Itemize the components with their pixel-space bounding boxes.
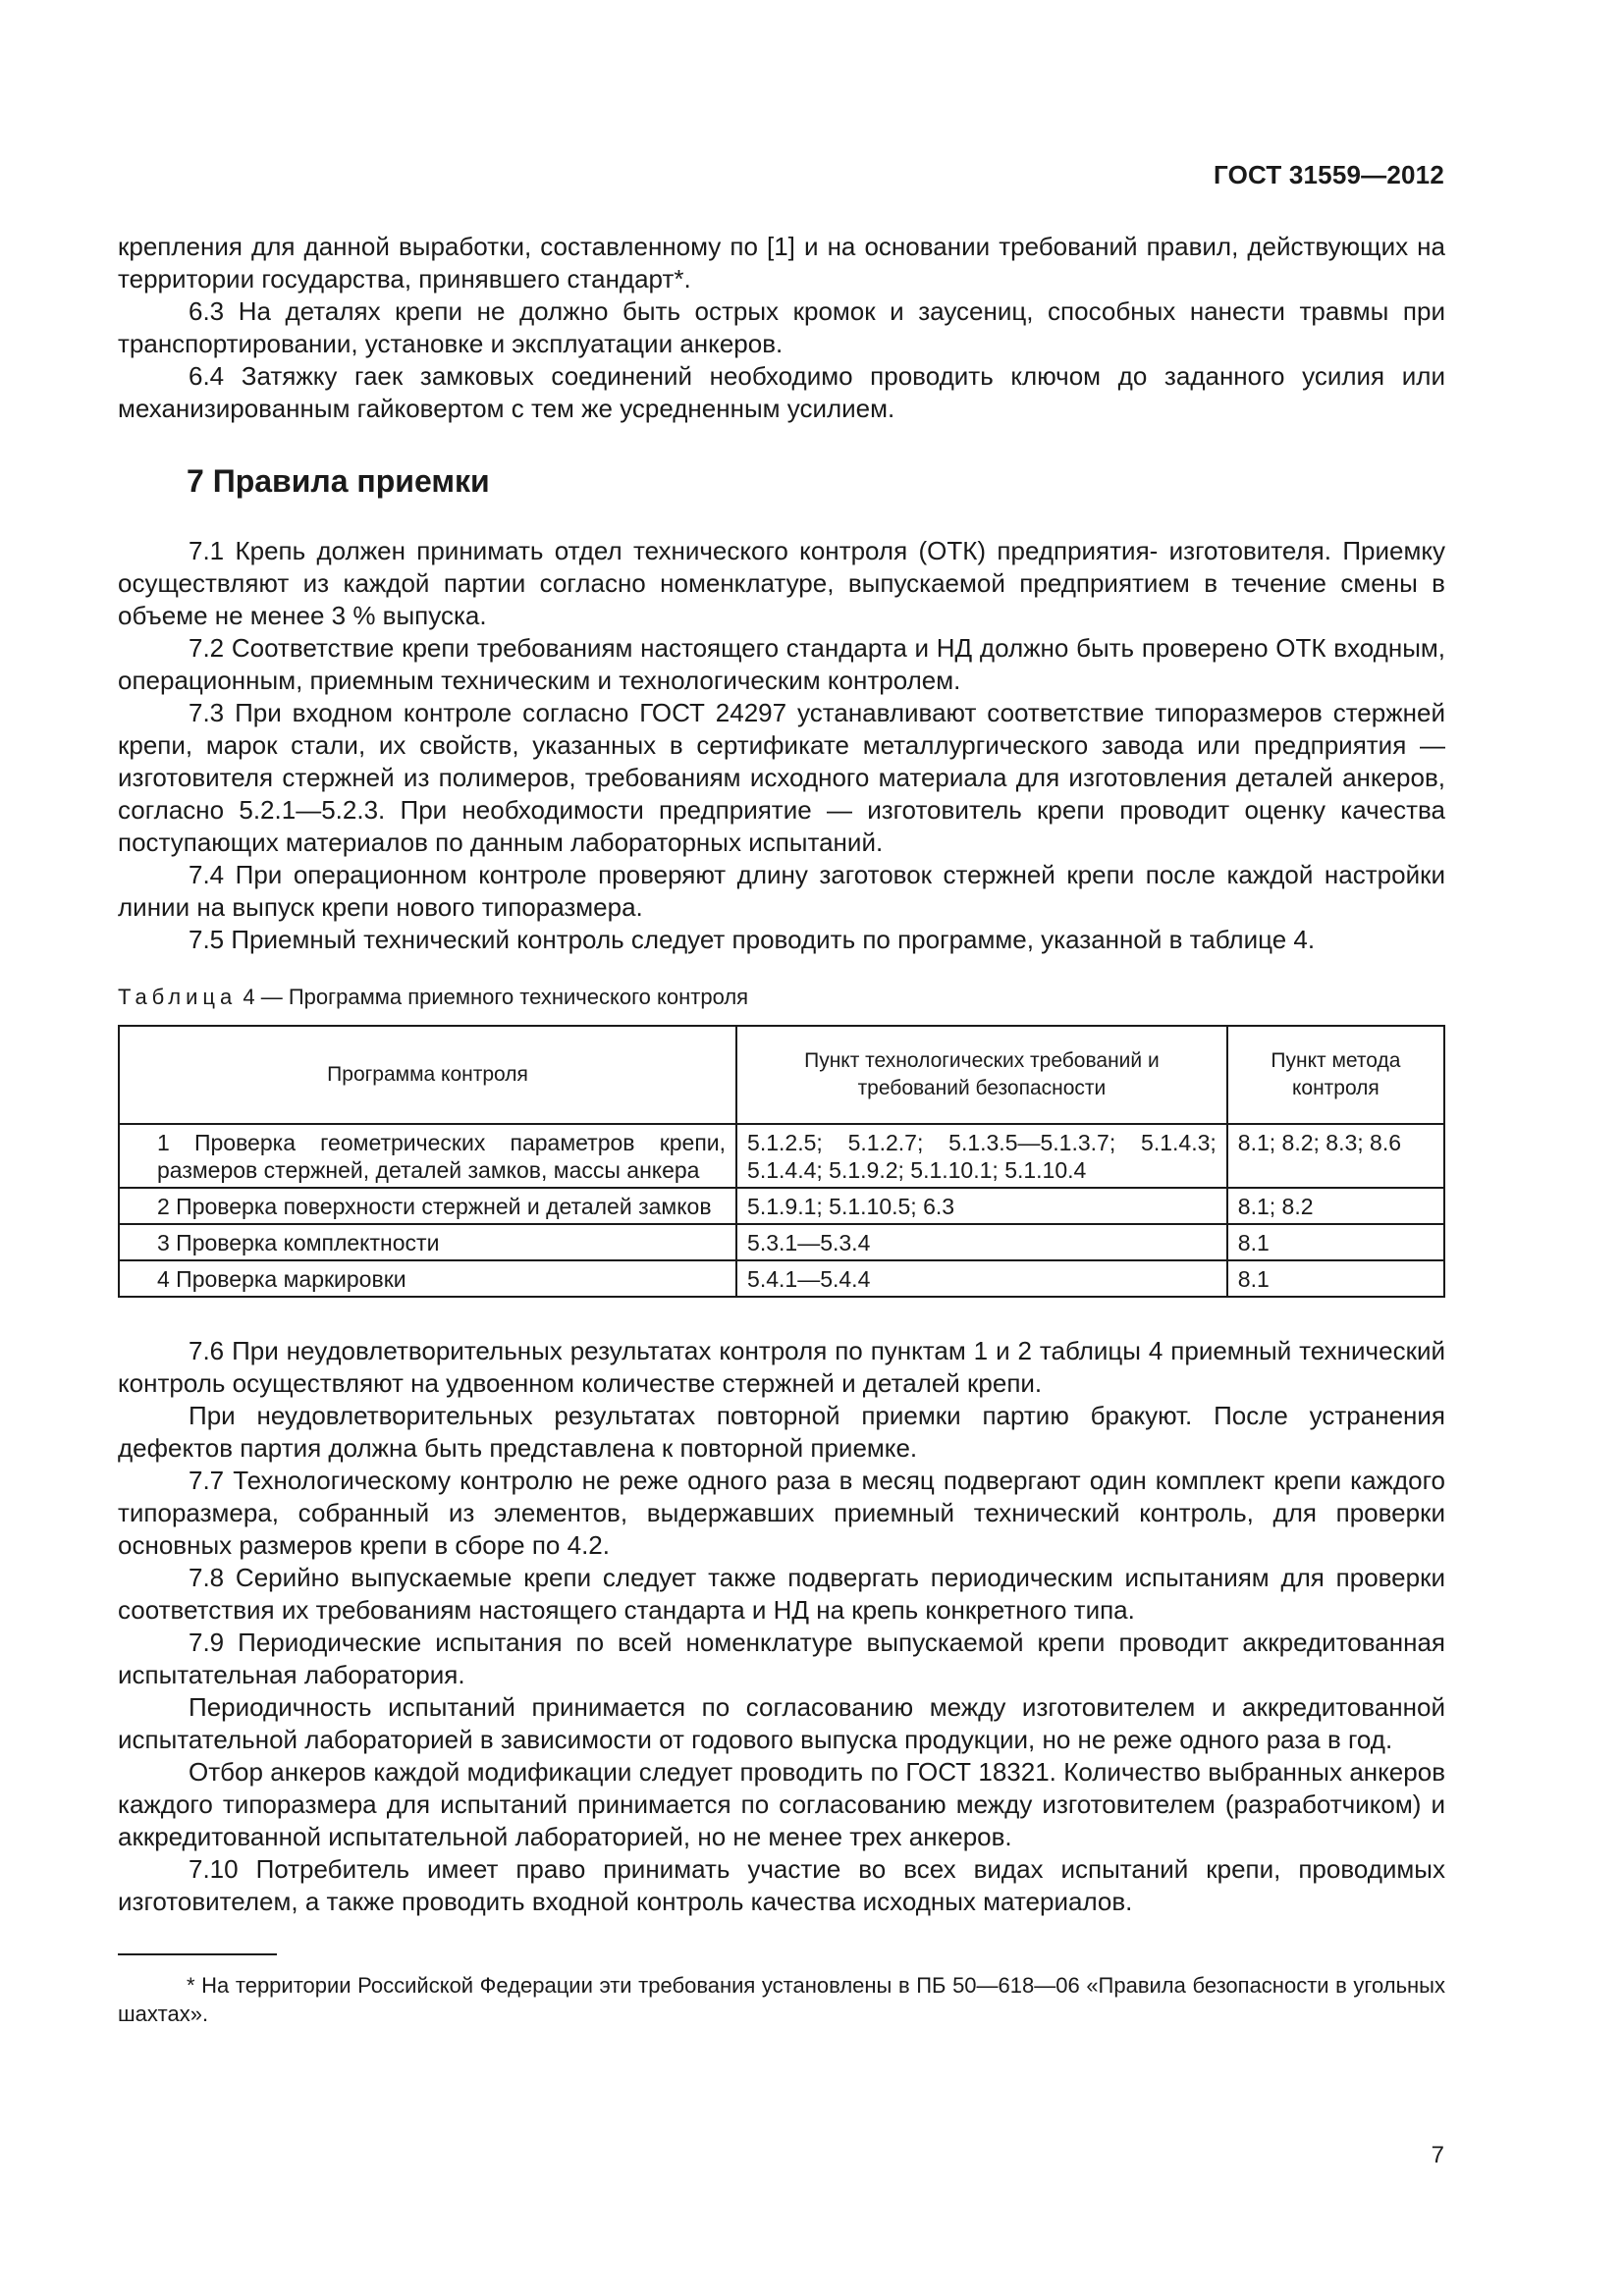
- header-method: Пункт метода контроля: [1227, 1026, 1444, 1124]
- cell-program-text: 2 Проверка поверхности стержней и деталей замков: [157, 1194, 712, 1219]
- cell-requirements: 5.3.1—5.3.4: [736, 1224, 1227, 1260]
- paragraph-7-9: 7.9 Периодические испытания по всей номенклатуре выпускаемой крепи проводит аккредитованная испытательная лаборатория.: [118, 1628, 1445, 1689]
- table-caption-text: 4 — Программа приемного технического контроля: [237, 985, 749, 1009]
- cell-method: 8.1: [1227, 1224, 1444, 1260]
- table-caption: [118, 984, 1445, 1011]
- table-caption-label: Таблица: [118, 985, 238, 1009]
- header-program: Программа контроля: [119, 1026, 736, 1124]
- footnote-divider: [118, 1953, 277, 1955]
- cell-program-text: 4 Проверка маркировки: [157, 1266, 406, 1292]
- paragraph-continuation: крепления для данной выработки, составленному по [1] и на основании требований правил, действующих на территории государства, принявшего стандарт*.: [118, 232, 1445, 294]
- cell-requirements: 5.1.2.5; 5.1.2.7; 5.1.3.5—5.1.3.7; 5.1.4.3; 5.1.4.4; 5.1.9.2; 5.1.10.1; 5.1.10.4: [736, 1124, 1227, 1188]
- paragraph-7-4: 7.4 При операционном контроле проверяют длину заготовок стержней крепи после каждой настройки линии на выпуск крепи нового типоразмера.: [118, 860, 1445, 922]
- header-requirements: Пункт технологических требований и требований безопасности: [736, 1026, 1227, 1124]
- section-title: 7 Правила приемки: [187, 463, 490, 499]
- cell-requirements: 5.4.1—5.4.4: [736, 1260, 1227, 1297]
- paragraph-7-9-sampling: Отбор анкеров каждой модификации следует проводить по ГОСТ 18321. Количество выбранных анкеров каждого типоразмера для испытаний принимается по согласованию между изготовителем (разработчиком) и аккредитованной испытательной лабораторией, но не менее трех анкеров.: [118, 1757, 1445, 1851]
- paragraph-7-8: 7.8 Серийно выпускаемые крепи следует также подвергать периодическим испытаниям для проверки соответствия их требованиям настоящего стандарта и НД на крепь конкретного типа.: [118, 1563, 1445, 1625]
- table-row: [119, 1188, 1444, 1224]
- cell-program: [119, 1224, 736, 1260]
- page-number: 7: [1431, 2142, 1444, 2168]
- paragraph-7-6-cont: При неудовлетворительных результатах повторной приемки партию бракуют. После устранения дефектов партия должна быть представлена к повторной приемке.: [118, 1401, 1445, 1463]
- page-content: [118, 231, 1445, 2050]
- cell-method: 8.1; 8.2: [1227, 1188, 1444, 1224]
- cell-method: 8.1: [1227, 1260, 1444, 1297]
- cell-program: [119, 1188, 736, 1224]
- paragraph-7-9-periodicity: Периодичность испытаний принимается по согласованию между изготовителем и аккредитованной испытательной лабораторией в зависимости от годового выпуска продукции, но не реже одного раза в год.: [118, 1692, 1445, 1754]
- table-header-row: [119, 1026, 1444, 1124]
- paragraph-7-6: 7.6 При неудовлетворительных результатах контроля по пунктам 1 и 2 таблицы 4 приемный технический контроль осуществляют на удвоенном количестве стержней и деталей крепи.: [118, 1336, 1445, 1398]
- cell-method: 8.1; 8.2; 8.3; 8.6: [1227, 1124, 1444, 1188]
- paragraph-6-4: 6.4 Затяжку гаек замковых соединений необходимо проводить ключом до заданного усилия или механизированным гайковертом с тем же усредненным усилием.: [118, 361, 1445, 423]
- paragraph-7-1: 7.1 Крепь должен принимать отдел технического контроля (ОТК) предприятия- изготовителя. Приемку осуществляют из каждой партии согласно номенклатуре, выпускаемой предприятием в течение смены в объеме не менее 3 % выпуска.: [118, 536, 1445, 630]
- cell-program: [119, 1124, 736, 1188]
- control-program-table: [118, 1025, 1445, 1298]
- section-7-body: [118, 535, 1445, 956]
- cell-requirements: 5.1.9.1; 5.1.10.5; 6.3: [736, 1188, 1227, 1224]
- footnote: * На территории Российской Федерации эти требования установлены в ПБ 50—618—06 «Правила безопасности в угольных шахтах».: [118, 1973, 1445, 2026]
- section-7-continued: [118, 1335, 1445, 1918]
- paragraph-7-5: 7.5 Приемный технический контроль следует проводить по программе, указанной в таблице 4.: [189, 925, 1316, 954]
- table-row: [119, 1124, 1444, 1188]
- cell-program-text: 1 Проверка геометрических параметров крепи, размеров стержней, деталей замков, массы анкера: [157, 1130, 727, 1183]
- paragraph-7-2: 7.2 Соответствие крепи требованиям настоящего стандарта и НД должно быть проверено ОТК входным, операционным, приемным техническим и технологическим контролем.: [118, 633, 1445, 695]
- paragraph-7-10: 7.10 Потребитель имеет право принимать участие во всех видах испытаний крепи, проводимых изготовителем, а также проводить входной контроль качества исходных материалов.: [118, 1854, 1445, 1916]
- table-row: [119, 1224, 1444, 1260]
- document-code: ГОСТ 31559—2012: [1214, 160, 1444, 189]
- cell-program: [119, 1260, 736, 1297]
- paragraph-7-3: 7.3 При входном контроле согласно ГОСТ 24297 устанавливают соответствие типоразмеров стержней крепи, марок стали, их свойств, указанных в сертификате металлургического завода или предприятия — изготовителя стержней из полимеров, требованиям исходного материала для изготовления деталей анкеров, согласно 5.2.1—5.2.3. При необходимости предприятие — изготовитель крепи проводит оценку качества поступающих материалов по данным лабораторных испытаний.: [118, 698, 1445, 857]
- paragraph-6-3: 6.3 На деталях крепи не должно быть острых кромок и заусениц, способных нанести травмы при транспортировании, установке и эксплуатации анкеров.: [118, 296, 1445, 358]
- paragraph-7-7: 7.7 Технологическому контролю не реже одного раза в месяц подвергают один комплект крепи каждого типоразмера, собранный из элементов, выдержавших приемный технический контроль, для проверки основных размеров крепи в сборе по 4.2.: [118, 1466, 1445, 1560]
- cell-program-text: 3 Проверка комплектности: [157, 1230, 440, 1255]
- table-row: [119, 1260, 1444, 1297]
